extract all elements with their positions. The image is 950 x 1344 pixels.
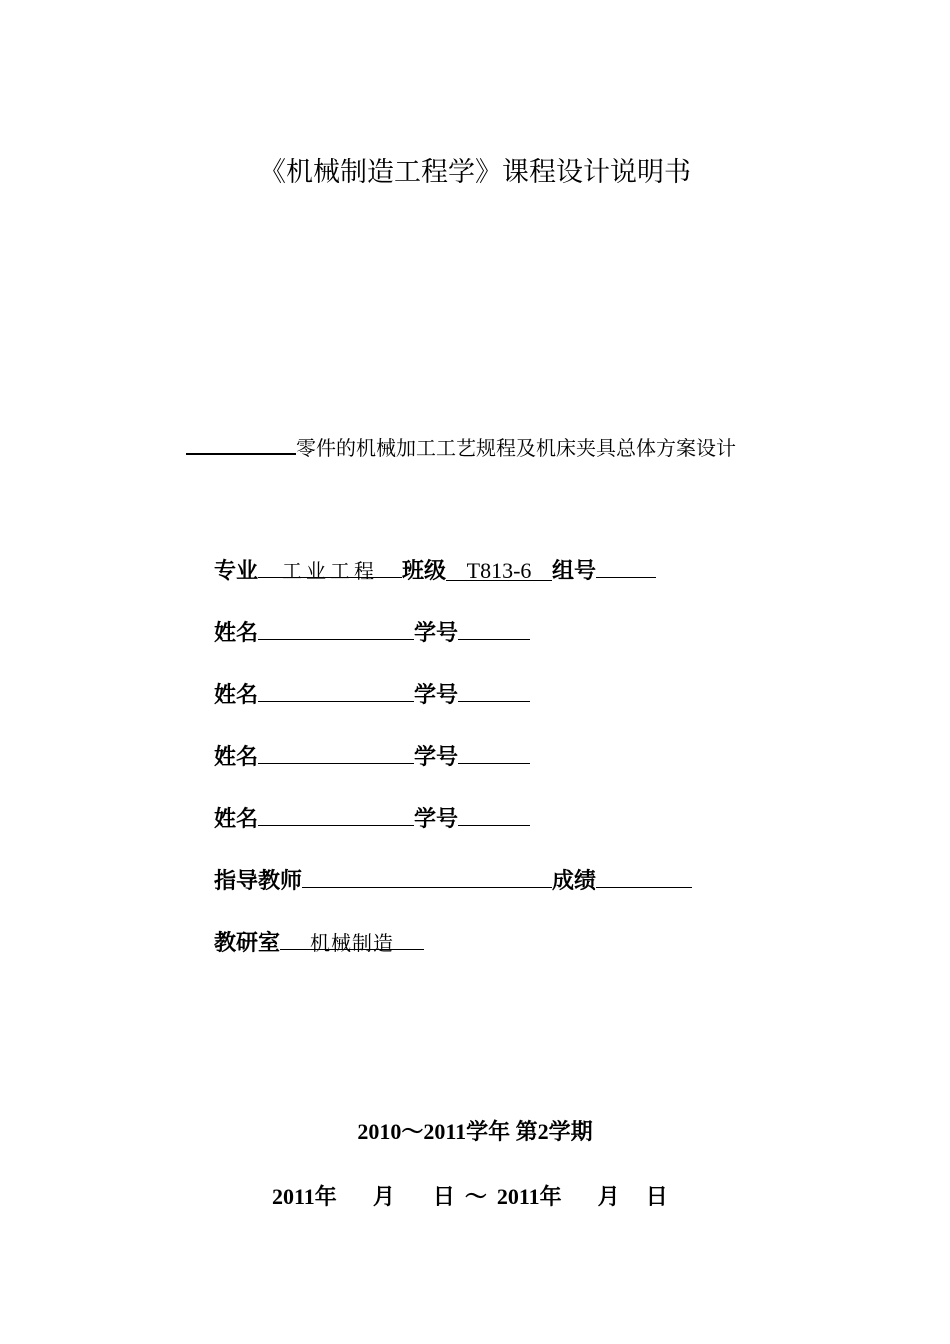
major-field[interactable] bbox=[258, 555, 402, 583]
member-row bbox=[214, 678, 530, 709]
name-field[interactable] bbox=[258, 741, 414, 764]
id-label: 学号 bbox=[414, 621, 459, 646]
name-field[interactable] bbox=[258, 679, 414, 702]
name-label: 姓名 bbox=[214, 745, 259, 770]
advisor-field[interactable] bbox=[302, 865, 552, 888]
end-year: 2011 bbox=[496, 1184, 540, 1209]
member-row bbox=[214, 616, 530, 647]
name-field[interactable] bbox=[258, 803, 414, 826]
subject-blank[interactable] bbox=[186, 434, 296, 455]
id-field[interactable] bbox=[458, 741, 530, 764]
id-label: 学号 bbox=[414, 807, 459, 832]
member-row bbox=[214, 740, 530, 771]
advisor-row bbox=[214, 864, 692, 895]
id-field[interactable] bbox=[458, 679, 530, 702]
end-month-char: 月 bbox=[597, 1185, 620, 1210]
start-year: 2011 bbox=[272, 1184, 315, 1209]
name-field[interactable] bbox=[258, 617, 414, 640]
major-class-row bbox=[214, 554, 656, 585]
advisor-label: 指导教师 bbox=[214, 869, 303, 894]
semester-line bbox=[0, 1115, 950, 1146]
office-field[interactable] bbox=[280, 927, 424, 955]
office-value: 机械制造 bbox=[310, 931, 395, 955]
start-year-char: 年 bbox=[314, 1185, 337, 1210]
document-title: 《机械制造工程学》课程设计说明书 bbox=[259, 157, 691, 188]
id-field[interactable] bbox=[458, 617, 530, 640]
date-range bbox=[272, 1180, 668, 1211]
class-value: T813-6 bbox=[466, 558, 532, 583]
start-day-char: 日 bbox=[432, 1185, 455, 1210]
class-field[interactable] bbox=[446, 558, 552, 581]
subject-text: 零件的机械加工工艺规程及机床夹具总体方案设计 bbox=[296, 436, 736, 460]
id-label: 学号 bbox=[414, 745, 459, 770]
major-value: 工业工程 bbox=[282, 559, 379, 583]
semester-text: 2010～2011学年 第2学期 bbox=[357, 1119, 593, 1144]
name-label: 姓名 bbox=[214, 621, 259, 646]
end-year-char: 年 bbox=[539, 1185, 562, 1210]
date-separator: ～ bbox=[464, 1185, 487, 1210]
id-field[interactable] bbox=[458, 803, 530, 826]
major-label: 专业 bbox=[214, 559, 259, 584]
end-day-char: 日 bbox=[645, 1185, 668, 1210]
grade-field[interactable] bbox=[596, 865, 692, 888]
name-label: 姓名 bbox=[214, 683, 259, 708]
name-label: 姓名 bbox=[214, 807, 259, 832]
start-month-char: 月 bbox=[372, 1185, 395, 1210]
office-label: 教研室 bbox=[214, 931, 281, 956]
member-row bbox=[214, 802, 530, 833]
design-subject bbox=[186, 432, 736, 461]
id-label: 学号 bbox=[414, 683, 459, 708]
office-row bbox=[214, 926, 424, 957]
class-label: 班级 bbox=[402, 559, 447, 584]
grade-label: 成绩 bbox=[552, 869, 597, 894]
group-label: 组号 bbox=[552, 559, 597, 584]
group-field[interactable] bbox=[596, 555, 656, 578]
